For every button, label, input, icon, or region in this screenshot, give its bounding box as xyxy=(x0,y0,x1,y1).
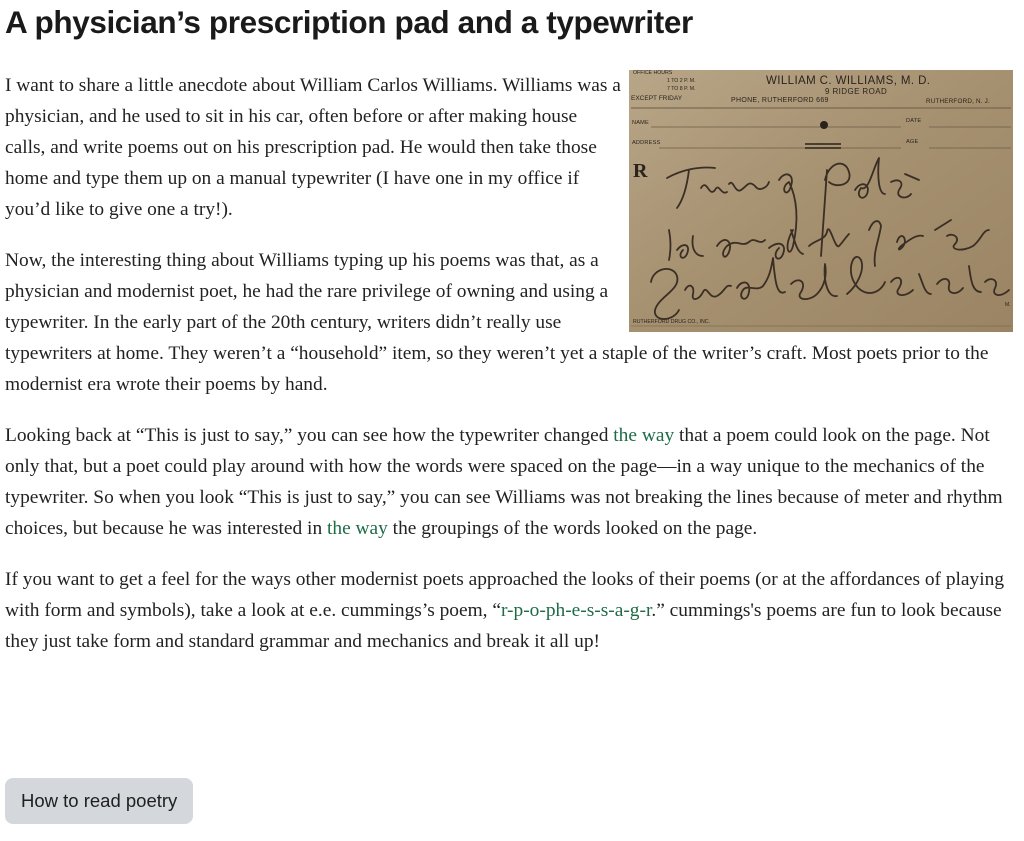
letterhead-name: WILLIAM C. WILLIAMS, M. D. xyxy=(766,75,931,87)
name-field-label: NAME xyxy=(632,120,649,126)
prescription-pad-photo xyxy=(629,70,1013,332)
page-title: A physician’s prescription pad and a typewriter xyxy=(5,4,693,40)
paragraph-text: the groupings of the words looked on the page. xyxy=(387,518,758,539)
paragraph-text: that a poem could look on the page. Not only that, but a poet could play around with how the words were spaced on the page—in a way unique to the mechanics of the typewriter. So when you look “This is just to say,” you can see Williams was not breaking the lines because of meter and rhythm choices, but because he was interested in xyxy=(5,425,1003,539)
hours-line-2: 7 TO 8 P. M. xyxy=(667,86,696,92)
letterhead-town: RUTHERFORD, N. J. xyxy=(926,98,990,105)
paragraph-this-is-just-to-say xyxy=(5,420,1013,544)
rx-mark: R xyxy=(633,160,648,182)
cummings-poem-link[interactable]: r-p-o-ph-e-s-s-a-g-r xyxy=(500,600,652,621)
paragraph-text: If you want to get a feel for the ways other modernist poets approached the looks of their poems (or at the affordances of playing with form and symbols), take a look at e.e. cummings’s poem, “ xyxy=(5,569,1005,621)
paragraph-text: .” cummings's poems are fun to look because they just take form and standard grammar and mechanics and break it all up! xyxy=(5,600,1002,652)
m-mark: M. xyxy=(1005,302,1011,308)
the-way-link[interactable]: the way xyxy=(613,425,675,446)
address-field-label: ADDRESS xyxy=(632,140,661,146)
age-field-label: AGE xyxy=(906,139,919,145)
letterhead-road: 9 RIDGE ROAD xyxy=(825,87,888,96)
drug-company-label: RUTHERFORD DRUG CO., INC. xyxy=(633,319,710,325)
date-field-label: DATE xyxy=(906,118,922,124)
paragraph-typewriter-privilege: Now, the interesting thing about Williams typing up his poems was that, as a physician and modernist poet, he had the rare privilege of owning and using a typewriter. In the early part of the 20th century, writers didn’t really use typewriters at home. They weren’t a “household” item, so they weren’t yet a staple of the writer’s craft. Most poets prior to the modernist era wrote their poems by hand. xyxy=(5,250,989,395)
prescription-pad-image xyxy=(629,70,1013,332)
paragraph-cummings xyxy=(5,564,1013,657)
letterhead-phone: PHONE, RUTHERFORD 669 xyxy=(731,97,829,104)
hours-line-1: 1 TO 2 P. M. xyxy=(667,78,696,84)
article-body xyxy=(5,70,1013,677)
how-to-read-poetry-button[interactable]: How to read poetry xyxy=(5,778,193,824)
except-friday-label: EXCEPT FRIDAY xyxy=(631,95,683,102)
office-hours-label: OFFICE HOURS xyxy=(633,70,673,76)
the-way-link-2[interactable]: the way xyxy=(326,518,388,539)
paragraph-anecdote: I want to share a little anecdote about William Carlos Williams. Williams was a physician, and he used to sit in his car, often before or after making house calls, and write poems out on his prescription pad. He would then take those home and type them up on a manual typewriter (I have one in my office if you’d like to give one a try!). xyxy=(5,75,621,220)
paragraph-text: Looking back at “This is just to say,” you can see how the typewriter changed xyxy=(5,425,614,446)
